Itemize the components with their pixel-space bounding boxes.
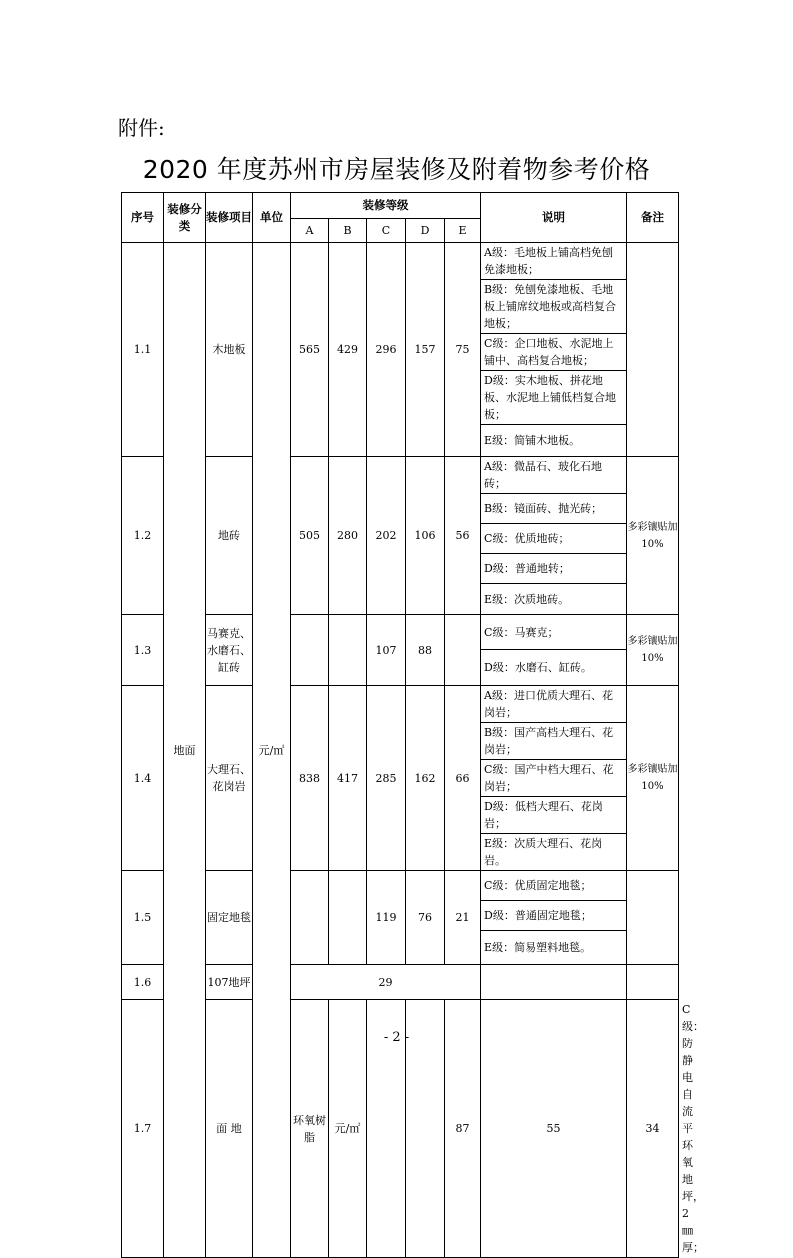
header-unit: 单位 — [253, 193, 291, 243]
row-c: 202 — [367, 457, 406, 615]
desc-line: A级：进口优质大理石、花岗岩； — [481, 686, 627, 723]
desc-line: C级：优质地砖； — [481, 524, 627, 554]
desc-line: B级：免刨免漆地板、毛地板上铺席纹地板或高档复合地板； — [481, 280, 627, 334]
row-remark: 多彩镶贴加10% — [627, 686, 679, 871]
desc-line: D级：普通地转； — [481, 554, 627, 584]
row-seq: 1.5 — [122, 871, 164, 965]
header-seq: 序号 — [122, 193, 164, 243]
row-remark — [627, 965, 679, 1000]
desc-line: C级：优质固定地毯； — [481, 871, 627, 901]
row-item: 固定地毯 — [206, 871, 253, 965]
header-description: 说明 — [481, 193, 627, 243]
category-floor: 地面 — [164, 243, 206, 1258]
header-category: 装修分类 — [164, 193, 206, 243]
desc-line: B级：国产高档大理石、花岗岩； — [481, 723, 627, 760]
desc-line: E级：简易塑料地毯。 — [481, 931, 627, 965]
desc-line: D级：低档大理石、花岗岩； — [481, 797, 627, 834]
row-c: 107 — [367, 615, 406, 686]
row-item: 环氧树脂 — [291, 1000, 329, 1258]
row-b: 429 — [329, 243, 367, 457]
header-item: 装修项目 — [206, 193, 253, 243]
desc-line — [481, 965, 627, 1000]
row-item: 地砖 — [206, 457, 253, 615]
row-item: 107地坪 — [206, 965, 253, 1000]
row-d: 88 — [406, 615, 445, 686]
row-b: 417 — [329, 686, 367, 871]
row-b — [329, 871, 367, 965]
desc-line: E级：次质地砖。 — [481, 584, 627, 615]
desc-line: E级：次质大理石、花岗岩。 — [481, 834, 627, 871]
unit-cell: 元/㎡ — [329, 1000, 367, 1258]
document-title: 2020 年度苏州市房屋装修及附着物参考价格 — [142, 155, 651, 184]
desc-line: D级：实木地板、拼花地板、水泥地上铺低档复合地板； — [481, 371, 627, 425]
header-grade-c: C — [367, 219, 406, 243]
row-seq: 1.1 — [122, 243, 164, 457]
row-remark: 多彩镶贴加10% — [627, 615, 679, 686]
row-seq: 1.6 — [122, 965, 164, 1000]
header-grade-b: B — [329, 219, 367, 243]
row-c: 87 — [445, 1000, 481, 1258]
row-item: 大理石、花岗岩 — [206, 686, 253, 871]
row-remark: 多彩镶贴加10% — [627, 457, 679, 615]
row-e — [445, 615, 481, 686]
desc-line: D级：普通固定地毯； — [481, 901, 627, 931]
row-b: 280 — [329, 457, 367, 615]
row-a — [291, 615, 329, 686]
row-e: 56 — [445, 457, 481, 615]
header-remark: 备注 — [627, 193, 679, 243]
unit-cell: 元/㎡ — [253, 243, 291, 1258]
row-d: 157 — [406, 243, 445, 457]
row-c: 285 — [367, 686, 406, 871]
desc-line: C级：企口地板、水泥地上铺中、高档复合地板； — [481, 334, 627, 371]
row-a: 565 — [291, 243, 329, 457]
row-d: 55 — [481, 1000, 627, 1258]
row-e: 21 — [445, 871, 481, 965]
row-remark — [627, 871, 679, 965]
row-item: 马赛克、水磨石、缸砖 — [206, 615, 253, 686]
header-grade: 装修等级 — [291, 193, 481, 219]
row-e: 66 — [445, 686, 481, 871]
header-grade-e: E — [445, 219, 481, 243]
row-c: 296 — [367, 243, 406, 457]
desc-line: C级：马赛克； — [481, 615, 627, 650]
header-grade-a: A — [291, 219, 329, 243]
price-table: 序号 装修分类 装修项目 单位 装修等级 说明 备注 A B C D E 1.1 地面 木地板 元/㎡ 565 429 296 157 75 A级：毛地板上铺高档免刨免漆地板； B级：免刨免漆地板、毛地板上铺席纹地板或高档复合地板； C级：企口地板、水泥地上铺中、高档复合地板； D级：实木地板、拼花地板、水泥地上铺低档复合地板； E级：简铺木地板。 1.2 地砖 505 280 202 106 56 A级：微晶石、玻化石地砖； 多彩镶贴加10% B级：镜面砖、抛光砖； C级：优质地砖； D级：普通地转； E级：次质地砖。 1.3 马赛克、水磨石、缸砖 107 88 C级：马赛克； 多彩镶贴加10% D级：水磨石、缸砖。 1.4 大理石、花岗岩 838 417 285 162 66 A级：进口优质大理石、花岗岩； 多彩镶贴加10% B级：国产高档大理石、花岗岩； C级：国产中档大理石、花岗岩； D级：低档大理石、花岗岩； E级：次质大理石、花岗岩。 1.5 固定地毯 119 76 21 C级：优质固定地毯； D级：普通固定地毯； E级：简易塑料地毯。 1.6 107地坪 29 1.7 面 地 环氧树脂 元/㎡ 87 55 34 C级：防静电自流平环氧地坪，2㎜厚； — [121, 192, 679, 1258]
desc-line: A级：毛地板上铺高档免刨免漆地板； — [481, 243, 627, 280]
attachment-label: 附件: — [118, 116, 165, 140]
header-grade-d: D — [406, 219, 445, 243]
row-category: 面 地 — [206, 1000, 253, 1258]
row-d: 162 — [406, 686, 445, 871]
page-number: - 2 - — [383, 1030, 410, 1045]
row-seq: 1.7 — [122, 1000, 164, 1258]
row-b — [329, 615, 367, 686]
row-d: 106 — [406, 457, 445, 615]
desc-line: A级：微晶石、玻化石地砖； — [481, 457, 627, 494]
row-c: 119 — [367, 871, 406, 965]
row-item: 木地板 — [206, 243, 253, 457]
desc-line: D级：水磨石、缸砖。 — [481, 650, 627, 686]
row-a — [291, 871, 329, 965]
row-e: 75 — [445, 243, 481, 457]
row-seq: 1.4 — [122, 686, 164, 871]
row-d: 76 — [406, 871, 445, 965]
row-seq: 1.2 — [122, 457, 164, 615]
desc-line: B级：镜面砖、抛光砖； — [481, 494, 627, 524]
row-a: 838 — [291, 686, 329, 871]
desc-line: C级：国产中档大理石、花岗岩； — [481, 760, 627, 797]
row-a: 505 — [291, 457, 329, 615]
row-merged-value: 29 — [291, 965, 481, 1000]
row-seq: 1.3 — [122, 615, 164, 686]
desc-line: E级：简铺木地板。 — [481, 425, 627, 457]
row-e: 34 — [627, 1000, 679, 1258]
row-remark — [627, 243, 679, 457]
